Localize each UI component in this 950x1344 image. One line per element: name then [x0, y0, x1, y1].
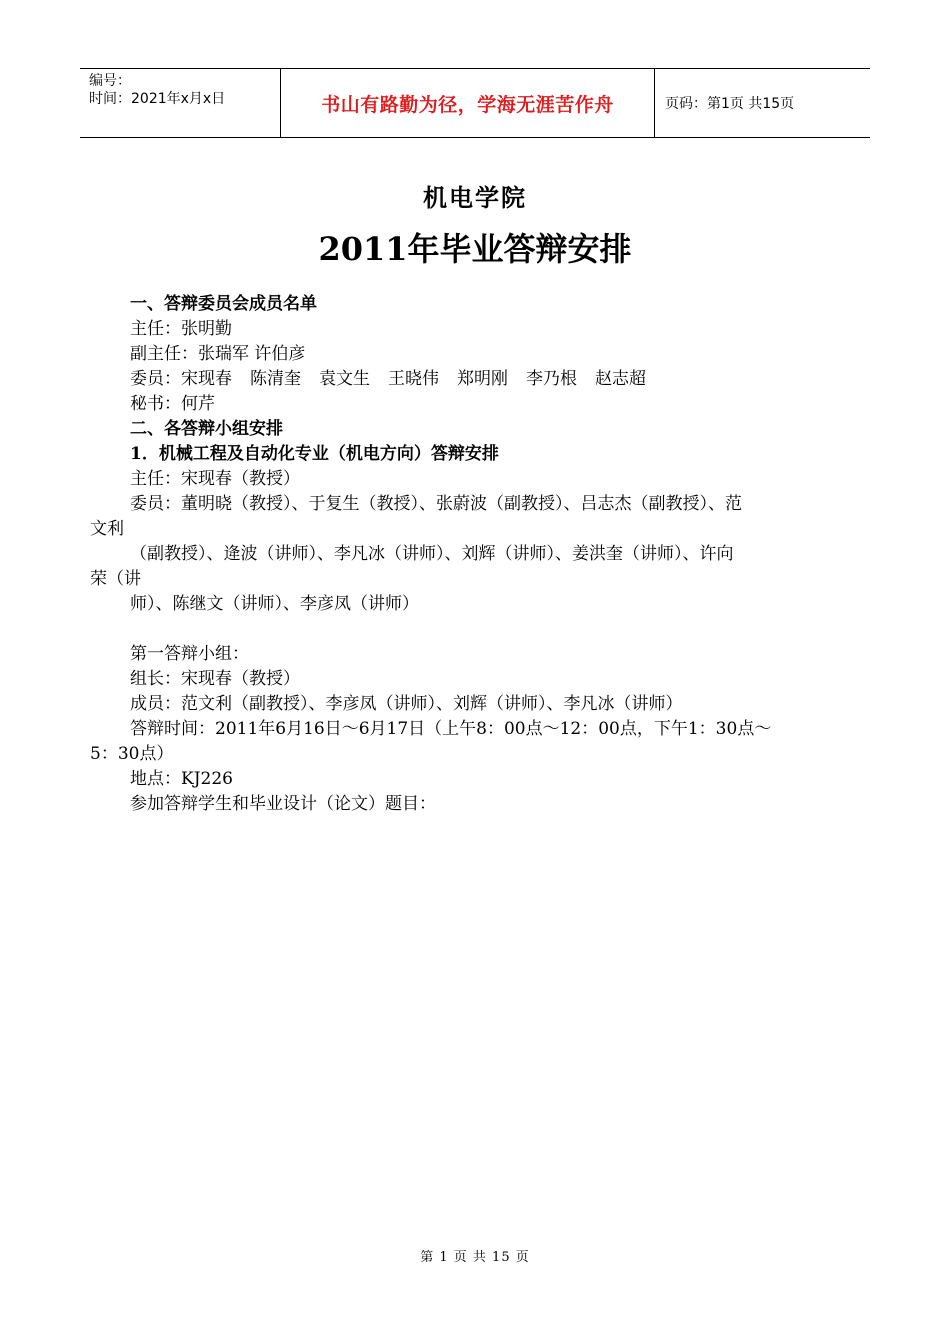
- group1-location: 地点：KJ226: [130, 769, 233, 789]
- college-title: 机电学院: [423, 184, 527, 212]
- subsection1-members-line: 师）、陈继文（讲师）、李彦凤（讲师）: [130, 594, 419, 614]
- member-name: 袁文生: [319, 369, 370, 389]
- subsection1-members-line: （副教授）、逄波（讲师）、李凡冰（讲师）、刘辉（讲师）、姜洪奎（讲师）、许向: [130, 544, 734, 564]
- committee-vice-chair: 副主任：张瑞军 许伯彦: [130, 344, 306, 364]
- group1-time: 答辩时间：2011年6月16日～6月17日（上午8：00点～12：00点，下午1：30点～: [130, 719, 772, 739]
- committee-members: [90, 367, 862, 392]
- page-footer: 第 1 页 共 15 页: [420, 1250, 530, 1265]
- group1-students-heading: 参加答辩学生和毕业设计（论文）题目：: [130, 794, 436, 814]
- member-name: 陈清奎: [250, 369, 301, 389]
- committee-secretary: 秘书：何芹: [130, 394, 215, 414]
- subsection1-members-line: 文利: [90, 519, 124, 539]
- member-name: 李乃根: [526, 369, 577, 389]
- member-name: 郑明刚: [457, 369, 508, 389]
- member-name: 王晓伟: [388, 369, 439, 389]
- member-name: 宋现春: [181, 369, 232, 389]
- members-label: 委员：: [130, 369, 181, 389]
- time-label: 时间：2021年x月x日: [89, 91, 226, 107]
- subsection1-members-line: 荣（讲: [90, 569, 141, 589]
- subsection1-chair: 主任：宋现春（教授）: [130, 469, 300, 489]
- page-header: [80, 68, 870, 138]
- group1-members: 成员：范文利（副教授）、李彦凤（讲师）、刘辉（讲师）、李凡冰（讲师）: [130, 694, 683, 714]
- document-body: [90, 292, 862, 817]
- committee-chair: 主任：张明勤: [130, 319, 232, 339]
- blank-line: [90, 617, 862, 642]
- motto: 书山有路勤为径，学海无涯苦作舟: [281, 69, 655, 137]
- section1-heading: 一、答辩委员会成员名单: [130, 294, 317, 314]
- section2-heading: 二、各答辩小组安排: [130, 419, 283, 439]
- subsection1-heading: 1．机械工程及自动化专业（机电方向）答辩安排: [130, 444, 499, 464]
- subsection1-members-line: 委员：董明晓（教授）、于复生（教授）、张蔚波（副教授）、吕志杰（副教授）、范: [130, 494, 742, 514]
- header-left-cell: [80, 69, 281, 137]
- number-label: 编号：: [89, 73, 131, 89]
- group1-leader: 组长：宋现春（教授）: [130, 669, 300, 689]
- member-name: 赵志超: [595, 369, 646, 389]
- group1-time-continued: 5：30点）: [90, 744, 174, 764]
- document-title: 2011年毕业答辩安排: [318, 230, 632, 268]
- page-info: 页码：第1页 共15页: [665, 96, 795, 112]
- group1-title: 第一答辩小组：: [130, 644, 249, 664]
